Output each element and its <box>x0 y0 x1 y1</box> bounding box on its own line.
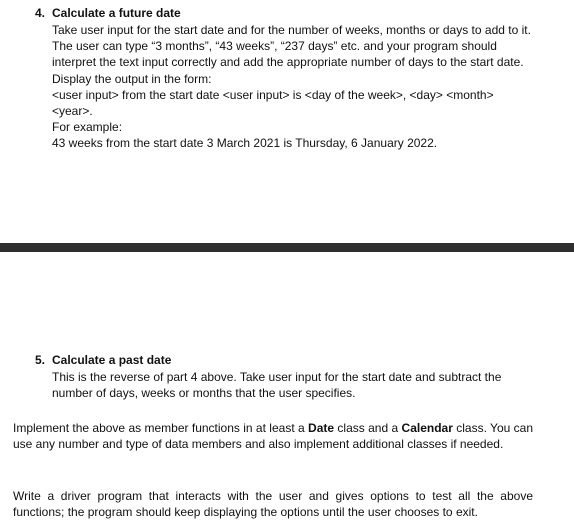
item-4-example-label: For example: <box>52 120 123 135</box>
driver-paragraph: Write a driver program that interacts with the user and gives options to test all the above functions; the program should keep displaying the options until the user chooses to exit. <box>13 489 533 520</box>
item-4-body <box>52 22 532 152</box>
calendar-class-name: Calendar <box>401 421 453 435</box>
item-5-description: This is the reverse of part 4 above. Take user input for the start date and subtract the number of days, weeks or months that the user specifies. <box>52 370 502 401</box>
implement-text-2: class and a <box>334 421 402 435</box>
date-class-name: Date <box>308 421 335 435</box>
implement-paragraph <box>13 420 533 452</box>
item-4-title: Calculate a future date <box>52 6 181 20</box>
implement-text-1: Implement the above as member functions in at least a <box>13 421 309 435</box>
item-4-description: Take user input for the start date and for the number of weeks, months or days to add to it. The user can type “3 months”, “43 weeks”, “237 days” etc. and your program should interpret the text input correctly and add the appropriate number of days to the start date. Display the output in the form: <box>52 23 531 86</box>
item-4-format-line: <user input> from the start date <user input> is <day of the week>, <day> <month> <year>. <box>52 87 494 119</box>
item-5-body <box>52 369 532 401</box>
item-4-heading <box>35 5 181 21</box>
item-4-number: 4. <box>35 6 46 20</box>
item-5-number: 5. <box>35 353 46 367</box>
item-5-heading <box>35 352 171 368</box>
item-5-title: Calculate a past date <box>52 353 172 367</box>
section-divider <box>0 243 574 252</box>
implement-text-3: class. You can use any number and type of data members and also implement additional classes if needed. <box>13 421 534 452</box>
item-4-example: 43 weeks from the start date 3 March 2021 is Thursday, 6 January 2022. <box>52 136 438 151</box>
